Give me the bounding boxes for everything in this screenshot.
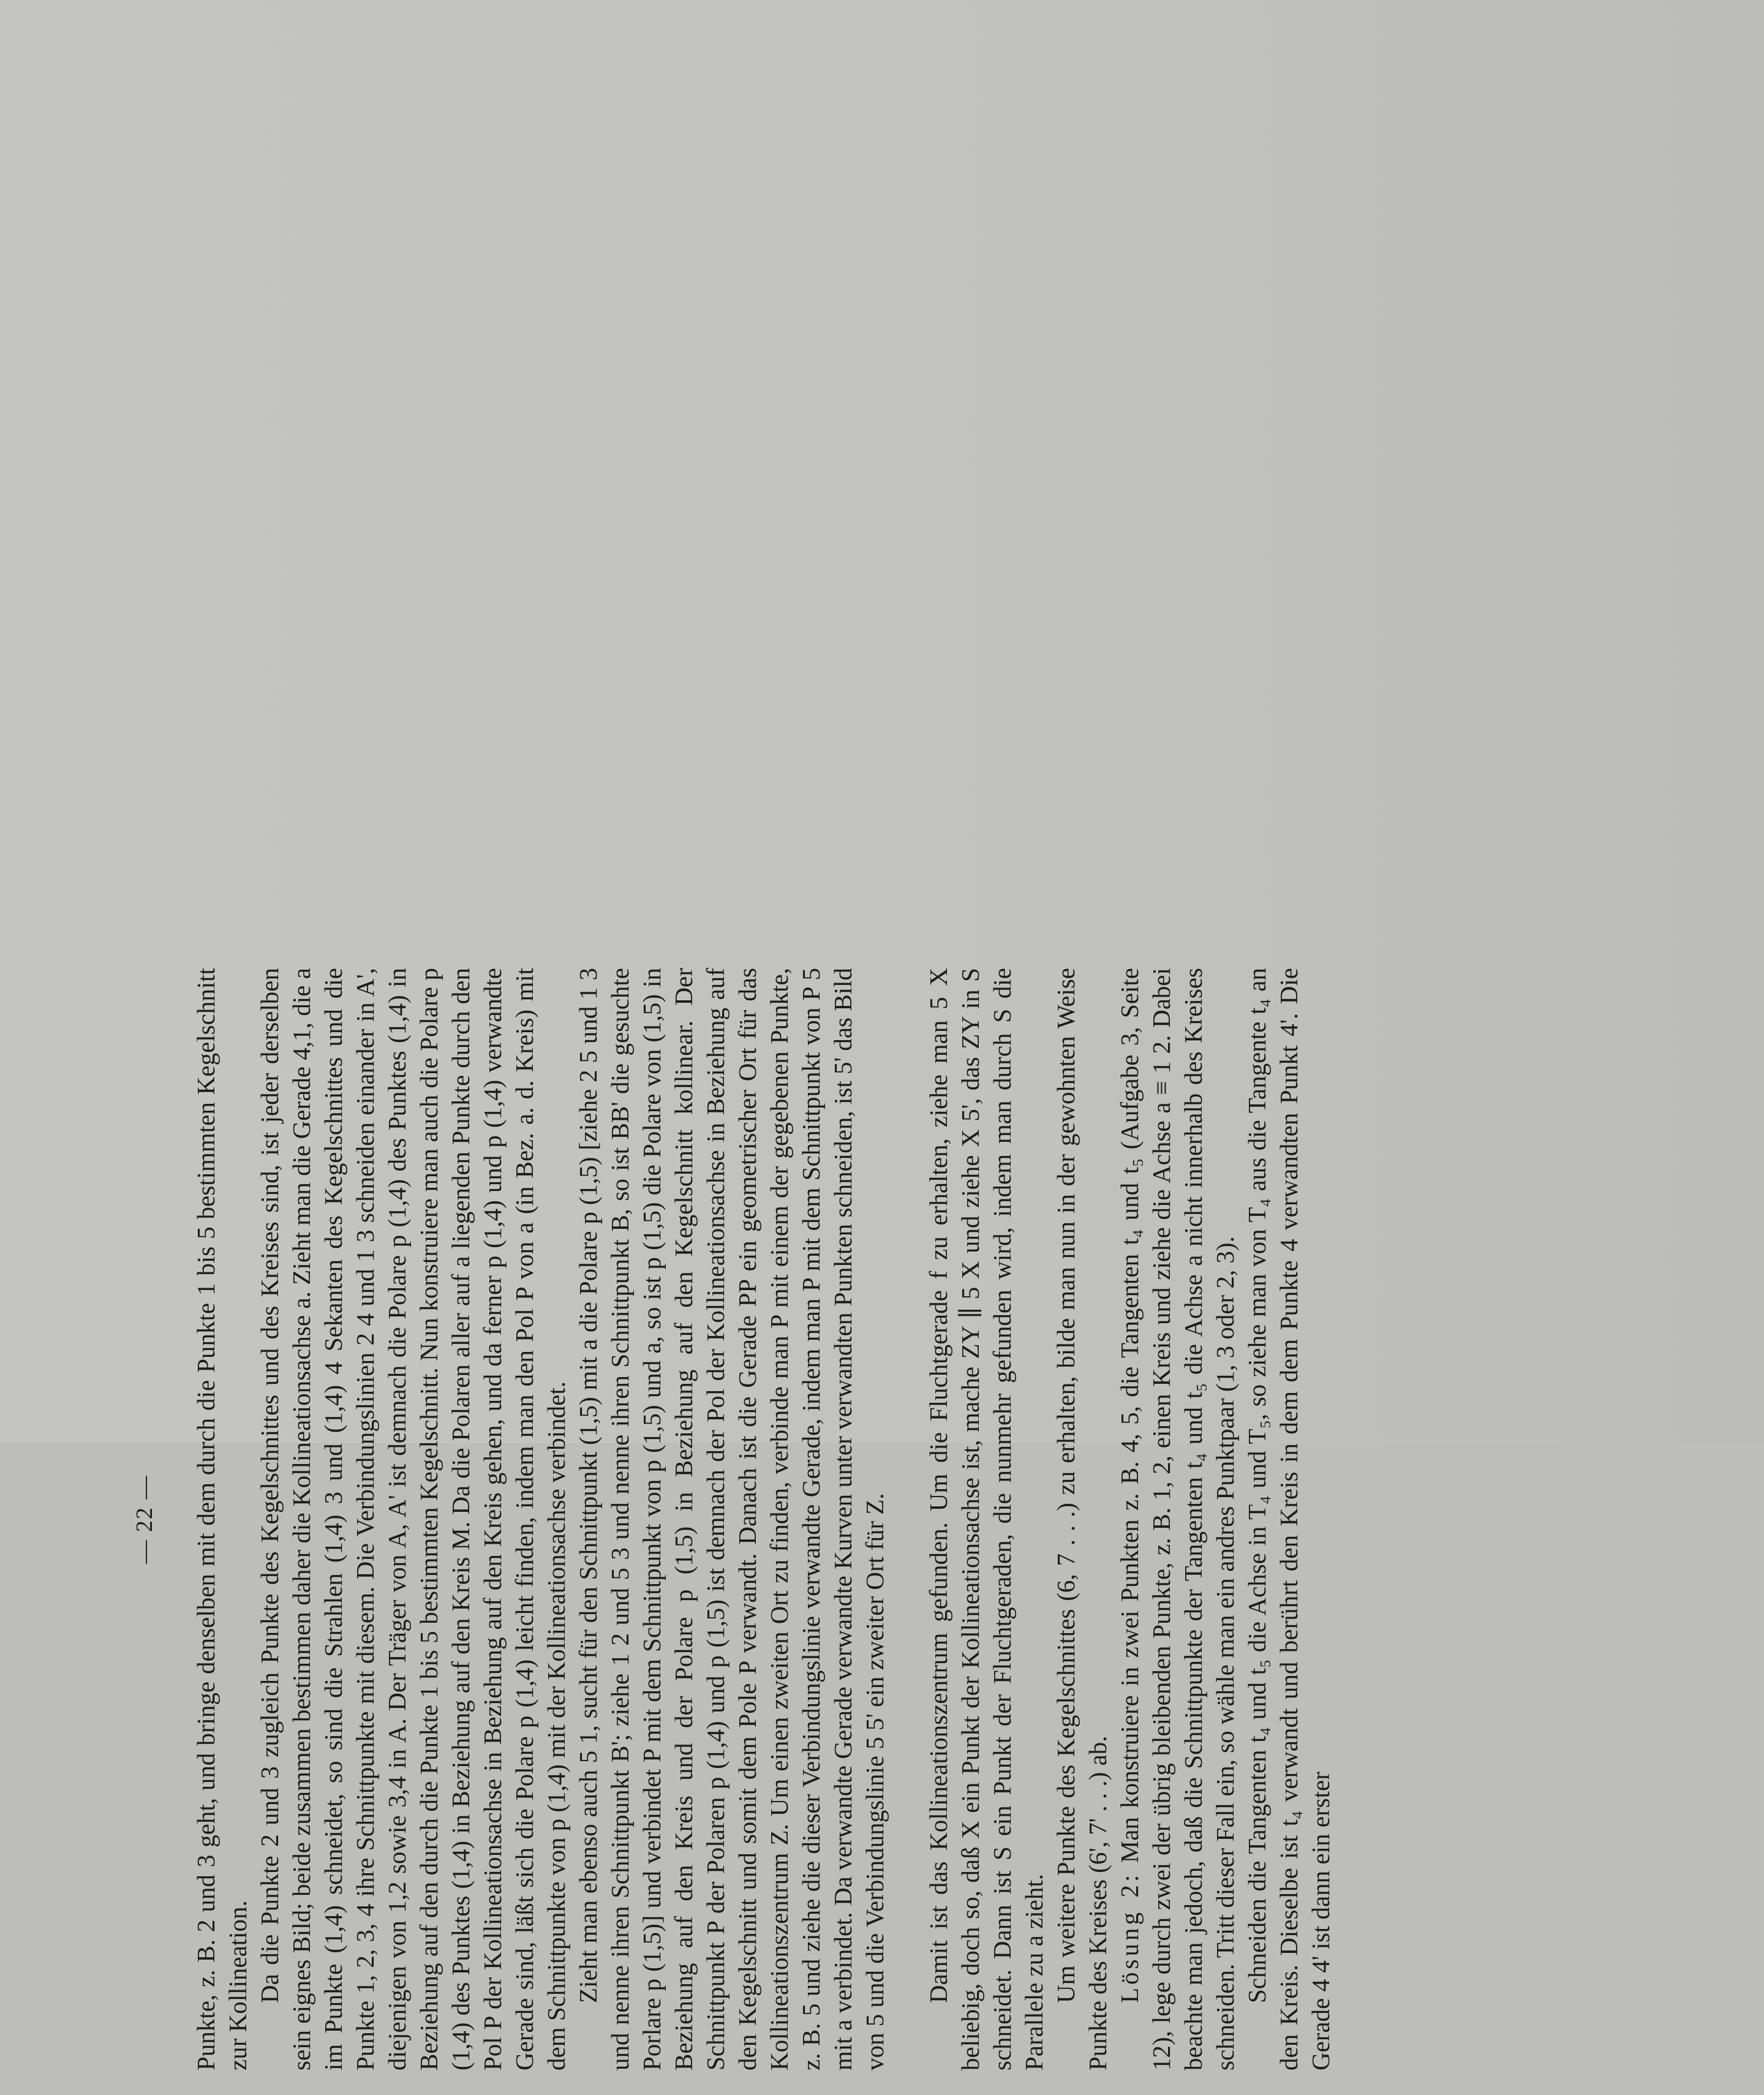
paragraph-1: Punkte, z. B. 2 und 3 geht, und bringe denselben mit dem durch die Punkte 1 bis 5 bestimmten Kegelschnitt zur Kollineation. xyxy=(192,968,252,2070)
page-number: — 22 — xyxy=(132,1474,157,1564)
document-page xyxy=(132,943,1580,2095)
paragraph-3: Zieht man ebenso auch 5 1, sucht für den Schnittpunkt (1,5) mit a die Polare p (1,5) [ziehe 2 5 und 1 3 und nenne ihren Schnittpunkt B'; ziehe 1 2 und 5 3 und nenne ihren Schnittpunkt B, so ist BB' die gesuchte Porlare p (1,5)] und verbindet P mit dem Schnittpunkt von p (1,5) und a, so ist p (1,5) die Polare von (1,5) in Beziehung auf den Kreis und der Polare p (1,5) in Beziehung auf den Kegelschnitt kollinear. Der Schnittpunkt P der Polaren p (1,4) und p (1,5) ist demnach der Pol der Kollineationsachse in Beziehung auf den Kegelschnitt und somit dem Pole P verwandt. Danach ist die Gerade PP ein geometrischer Ort für das Kollineationszentrum Z. Um einen zweiten Ort zu finden, verbinde man P mit einem der gegebenen Punkte, z. B. 5 und ziehe die dieser Verbindungslinie verwandte Gerade, indem man P mit dem Schnittpunkt von P 5 mit a verbindet. Da verwandte Gerade verwandte Kurven unter verwandten Punkten schneiden, ist 5' das Bild von 5 und die Verbindungslinie 5 5' ein zweiter Ort für Z. xyxy=(574,968,889,2070)
paragraph-2: Da die Punkte 2 und 3 zugleich Punkte des Kegelschnittes und des Kreises sind, ist jeder derselben sein eignes Bild; beide zusammen bestimmen daher die Kollineationsachse a. Zieht man die Gerade 4,1, die a im Punkte (1,4) schneidet, so sind die Strahlen (1,4) 3 und (1,4) 4 Sekanten des Kegelschnittes und die Punkte 1, 2, 3, 4 ihre Schnittpunkte mit diesem. Die Verbindungslinien 2 4 und 1 3 schneiden einander in A', diejenigen von 1,2 sowie 3,4 in A. Der Träger von A, A' ist demnach die Polare p (1,4) des Punktes (1,4) in Beziehung auf den durch die Punkte 1 bis 5 bestimmten Kegelschnitt. Nun konstruiere man auch die Polare p (1,4) des Punktes (1,4) in Beziehung auf den Kreis M. Da die Polaren aller auf a liegenden Punkte durch den Pol P der Kollineationsachse in Beziehung auf den Kreis gehen, und da ferner p (1,4) und p (1,4) verwandte Gerade sind, läßt sich die Polare p (1,4) leicht finden, indem man den Pol P von a (in Bez. a. d. Kreis) mit dem Schnittpunkte von p (1,4) mit der Kollineationsachse verbindet. xyxy=(255,968,570,2070)
paragraph-7: Schneiden die Tangenten t₄ und t₅ die Achse in T₄ und T₅, so ziehe man von T₄ aus die Tangente t₄ an den Kreis. Dieselbe ist t₄ verwandt und berührt den Kreis in dem dem Punkte 4 verwandten Punkt 4'. Die Gerade 4 4' ist dann ein erster xyxy=(1243,968,1335,2070)
paragraph-4: Damit ist das Kollineationszentrum gefunden. Um die Fluchtgerade f zu erhalten, ziehe man 5 X beliebig, doch so, daß X ein Punkt der Kollineationsachse ist, mache ZY ∥ 5 X und ziehe X 5', das ZY in S schneidet. Dann ist S ein Punkt der Fluchtgeraden, die nunmehr gefunden wird, indem man durch S die Parallele zu a zieht. xyxy=(924,968,1048,2070)
body-text xyxy=(190,968,1336,2070)
paragraph-6: Man konstruiere in zwei Punkten z. B. 4, 5, die Tangenten t₄ und t₅ (Aufgabe 3, Seite 12), lege durch zwei der übrig bleibenden Punkte, z. B. 1, 2, einen Kreis und ziehe die Achse a ≡ 1 2. Dabei beachte man jedoch, daß die Schnittpunkte der Tangenten t₄ und t₅ die Achse a nicht innerhalb des Kreises schneiden. Tritt dieser Fall ein, so wähle man ein andres Punktpaar (1, 3 oder 2, 3). xyxy=(1115,967,1239,2070)
loesung-label: Lösung 2: xyxy=(1115,1871,1144,2003)
paragraph-5: Um weitere Punkte des Kegelschnittes (6, 7 . . .) zu erhalten, bilde man nun in der gewohnten Weise Punkte des Kreises (6', 7' . . .) ab. xyxy=(1052,968,1112,2070)
